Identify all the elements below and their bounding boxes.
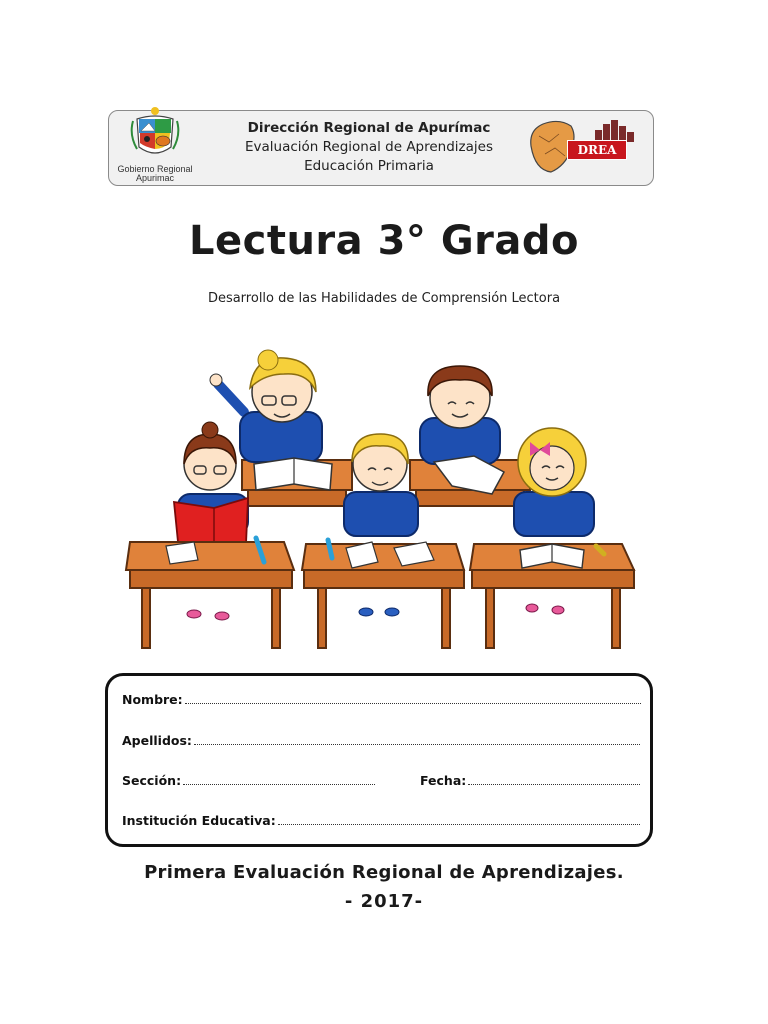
seccion-row — [122, 773, 375, 788]
header-line-1: Dirección Regional de Apurímac — [247, 120, 491, 136]
gobierno-regional-logo — [109, 111, 201, 187]
footer-year: - 2017- — [344, 891, 424, 912]
drea-logo — [525, 116, 643, 182]
coat-of-arms-icon — [127, 103, 183, 165]
institucion-label: Institución Educativa: — [122, 813, 276, 828]
fecha-row — [420, 773, 640, 788]
logo-text-line-2: Apurimac — [135, 173, 174, 183]
seccion-line — [183, 774, 375, 785]
apellidos-row — [122, 733, 640, 748]
classroom-icon — [122, 322, 644, 660]
apellidos-line — [194, 734, 640, 745]
fecha-line — [468, 774, 640, 785]
student-info-form — [105, 673, 653, 847]
header-band — [108, 110, 654, 186]
nombre-label: Nombre: — [122, 692, 183, 707]
seccion-label: Sección: — [122, 773, 182, 788]
classroom-children-illustration — [122, 322, 644, 660]
logo-text-line-1: Gobierno Regional — [117, 164, 193, 174]
nombre-line — [185, 693, 641, 704]
header-line-3: Educación Primaria — [304, 158, 434, 174]
fecha-label: Fecha: — [420, 773, 467, 788]
drea-label: DREA — [567, 140, 627, 160]
page-subtitle: Desarrollo de las Habilidades de Comprensión Lectora — [207, 291, 561, 306]
footer-evaluation-title: Primera Evaluación Regional de Aprendizajes. — [144, 862, 624, 883]
institucion-row — [122, 813, 640, 828]
page-title: Lectura 3° Grado — [189, 218, 579, 264]
apellidos-label: Apellidos: — [122, 733, 192, 748]
nombre-row — [122, 692, 641, 707]
institucion-line — [278, 814, 640, 825]
header-line-2: Evaluación Regional de Aprendizajes — [244, 139, 494, 155]
